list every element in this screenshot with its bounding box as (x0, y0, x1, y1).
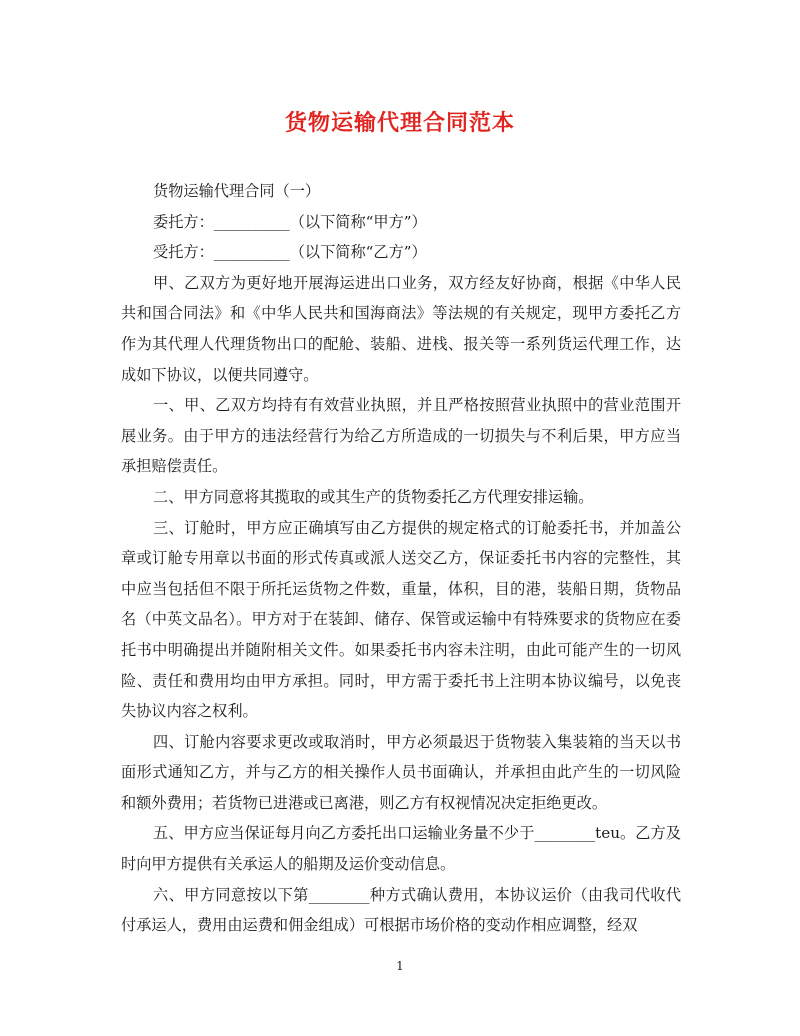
clause-1: 一、甲、乙双方均持有有效营业执照，并且严格按照营业执照中的营业范围开展业务。由于甲方的违法经营行为给乙方所造成的一切损失与不利后果，甲方应当承担赔偿责任。 (121, 396, 681, 476)
clause-2: 二、甲方同意将其揽取的或其生产的货物委托乙方代理安排运输。 (153, 487, 594, 506)
document-title: 货物运输代理合同范本 (284, 110, 515, 136)
party-b-line: 受托方：__________（以下简称“乙方”） (153, 243, 427, 262)
preamble-paragraph: 甲、乙双方为更好地开展海运进出口业务，双方经友好协商，根据《中华人民共和国合同法》和《中华人民共和国海商法》等法规的有关规定，现甲方委托乙方作为其代理人代理货物出口的配舱、装船、进栈、报关等一系列货运代理工作，达成如下协议，以便共同遵守。 (121, 273, 681, 384)
clause-5: 五、甲方应当保证每月向乙方委托出口运输业务量不少于________teu。乙方及时向甲方提供有关承运人的船期及运价变动信息。 (121, 824, 681, 874)
clause-6: 六、甲方同意按以下第________种方式确认费用，本协议运价（由我司代收代付承运人，费用由运费和佣金组成）可根据市场价格的变动作相应调整，经双 (121, 885, 681, 935)
contract-subtitle: 货物运输代理合同（一） (153, 182, 321, 200)
clause-4: 四、订舱内容要求更改或取消时，甲方必须最迟于货物装入集装箱的当天以书面形式通知乙方，并与乙方的相关操作人员书面确认，并承担由此产生的一切风险和额外费用；若货物已进港或已离港，则乙方有权视情况决定拒绝更改。 (121, 732, 681, 812)
page-number: 1 (396, 959, 404, 973)
clause-3: 三、订舱时，甲方应正确填写由乙方提供的规定格式的订舱委托书，并加盖公章或订舱专用章以书面的形式传真或派人送交乙方，保证委托书内容的完整性，其中应当包括但不限于所托运货物之件数，重量，体积，目的港，装船日期，货物品名（中英文品名）。甲方对于在装卸、储存、保管或运输中有特殊要求的货物应在委托书中明确提出并随附相关文件。如果委托书内容未注明，由此可能产生的一切风险、责任和费用均由甲方承担。同时，甲方需于委托书上注明本协议编号，以免丧失协议内容之权利。 (121, 518, 681, 721)
document-body (121, 176, 681, 941)
party-a-line: 委托方：__________（以下简称“甲方”） (153, 212, 427, 231)
